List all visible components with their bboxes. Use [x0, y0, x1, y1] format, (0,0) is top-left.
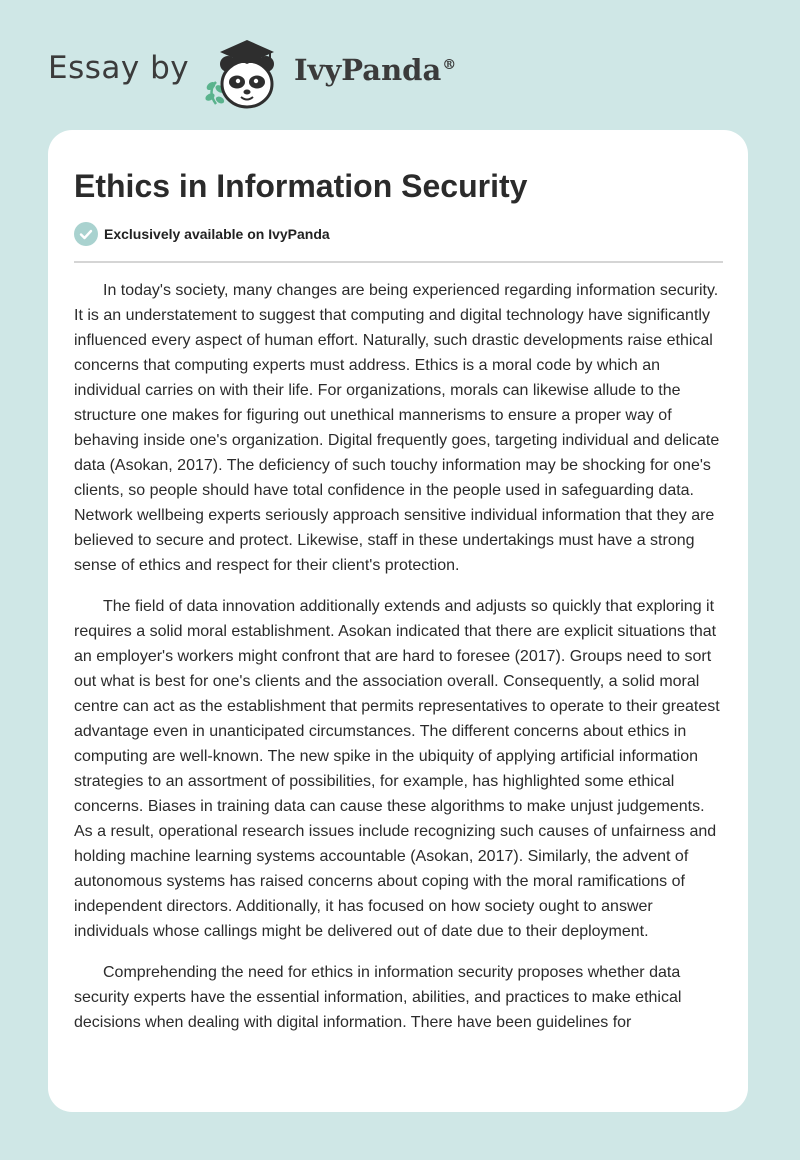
brand-header[interactable]: [48, 34, 508, 114]
page-title: Ethics in Information Security: [74, 168, 528, 204]
essay-body: [74, 278, 726, 1051]
panda-logo-icon: [200, 34, 292, 114]
title-divider: [74, 261, 723, 263]
paragraph: In today's society, many changes are being experienced regarding information security. It is an understatement to suggest that computing and digital technology have significantly influenced every aspect of human effort. Naturally, such drastic developments raise ethical concerns that computing experts must address. Ethics is a moral code by which an individual carries on with their life. For organizations, morals can likewise allude to the structure one makes for figuring out unethical mannerisms to ensure a proper way of behaving inside one's organization. Digital frequently goes, targeting individual and delicate data (Asokan, 2017). The deficiency of such touchy information may be shocking for one's clients, so people should have total confidence in the people used in safeguarding data. Network wellbeing experts seriously approach sensitive individual information that they are believed to secure and protect. Likewise, staff in these undertakings must have a strong sense of ethics and respect for their client's protection.: [74, 282, 720, 574]
exclusive-badge: [74, 222, 330, 246]
registered-mark: ®: [442, 57, 457, 74]
paragraph: Comprehending the need for ethics in information security proposes whether data security experts have the essential information, abilities, and practices to make ethical decisions when dealing with digital information. There have been guidelines for: [74, 964, 682, 1031]
brand-prefix: Essay by: [48, 50, 190, 86]
paragraph: The field of data innovation additionally extends and adjusts so quickly that exploring it requires a solid moral establishment. Asokan indicated that there are explicit situations that an employer's workers might confront that are hard to foresee (2017). Groups need to sort out what is best for one's clients and the association overall. Consequently, a solid moral centre can act as the establishment that permits representatives to operate to their greatest advantage even in unanticipated circumstances. The different concerns about ethics in computing are well-known. The new spike in the ubiquity of applying artificial information strategies to an assortment of possibilities, for example, has highlighted some ethical concerns. Biases in training data can cause these algorithms to make unjust judgements. As a result, operational research issues include recognizing such causes of unfairness and holding machine learning systems accountable (Asokan, 2017). Similarly, the advent of autonomous systems has raised concerns about coping with the moral ramifications of independent directors. Additionally, it has focused on how society ought to answer individuals whose callings might be delivered out of date due to their deployment.: [74, 598, 720, 940]
essay-card: [48, 130, 748, 1112]
exclusive-label: Exclusively available on IvyPanda: [104, 226, 330, 242]
check-circle-icon: [74, 222, 98, 246]
brand-name: IvyPanda®: [294, 53, 457, 87]
